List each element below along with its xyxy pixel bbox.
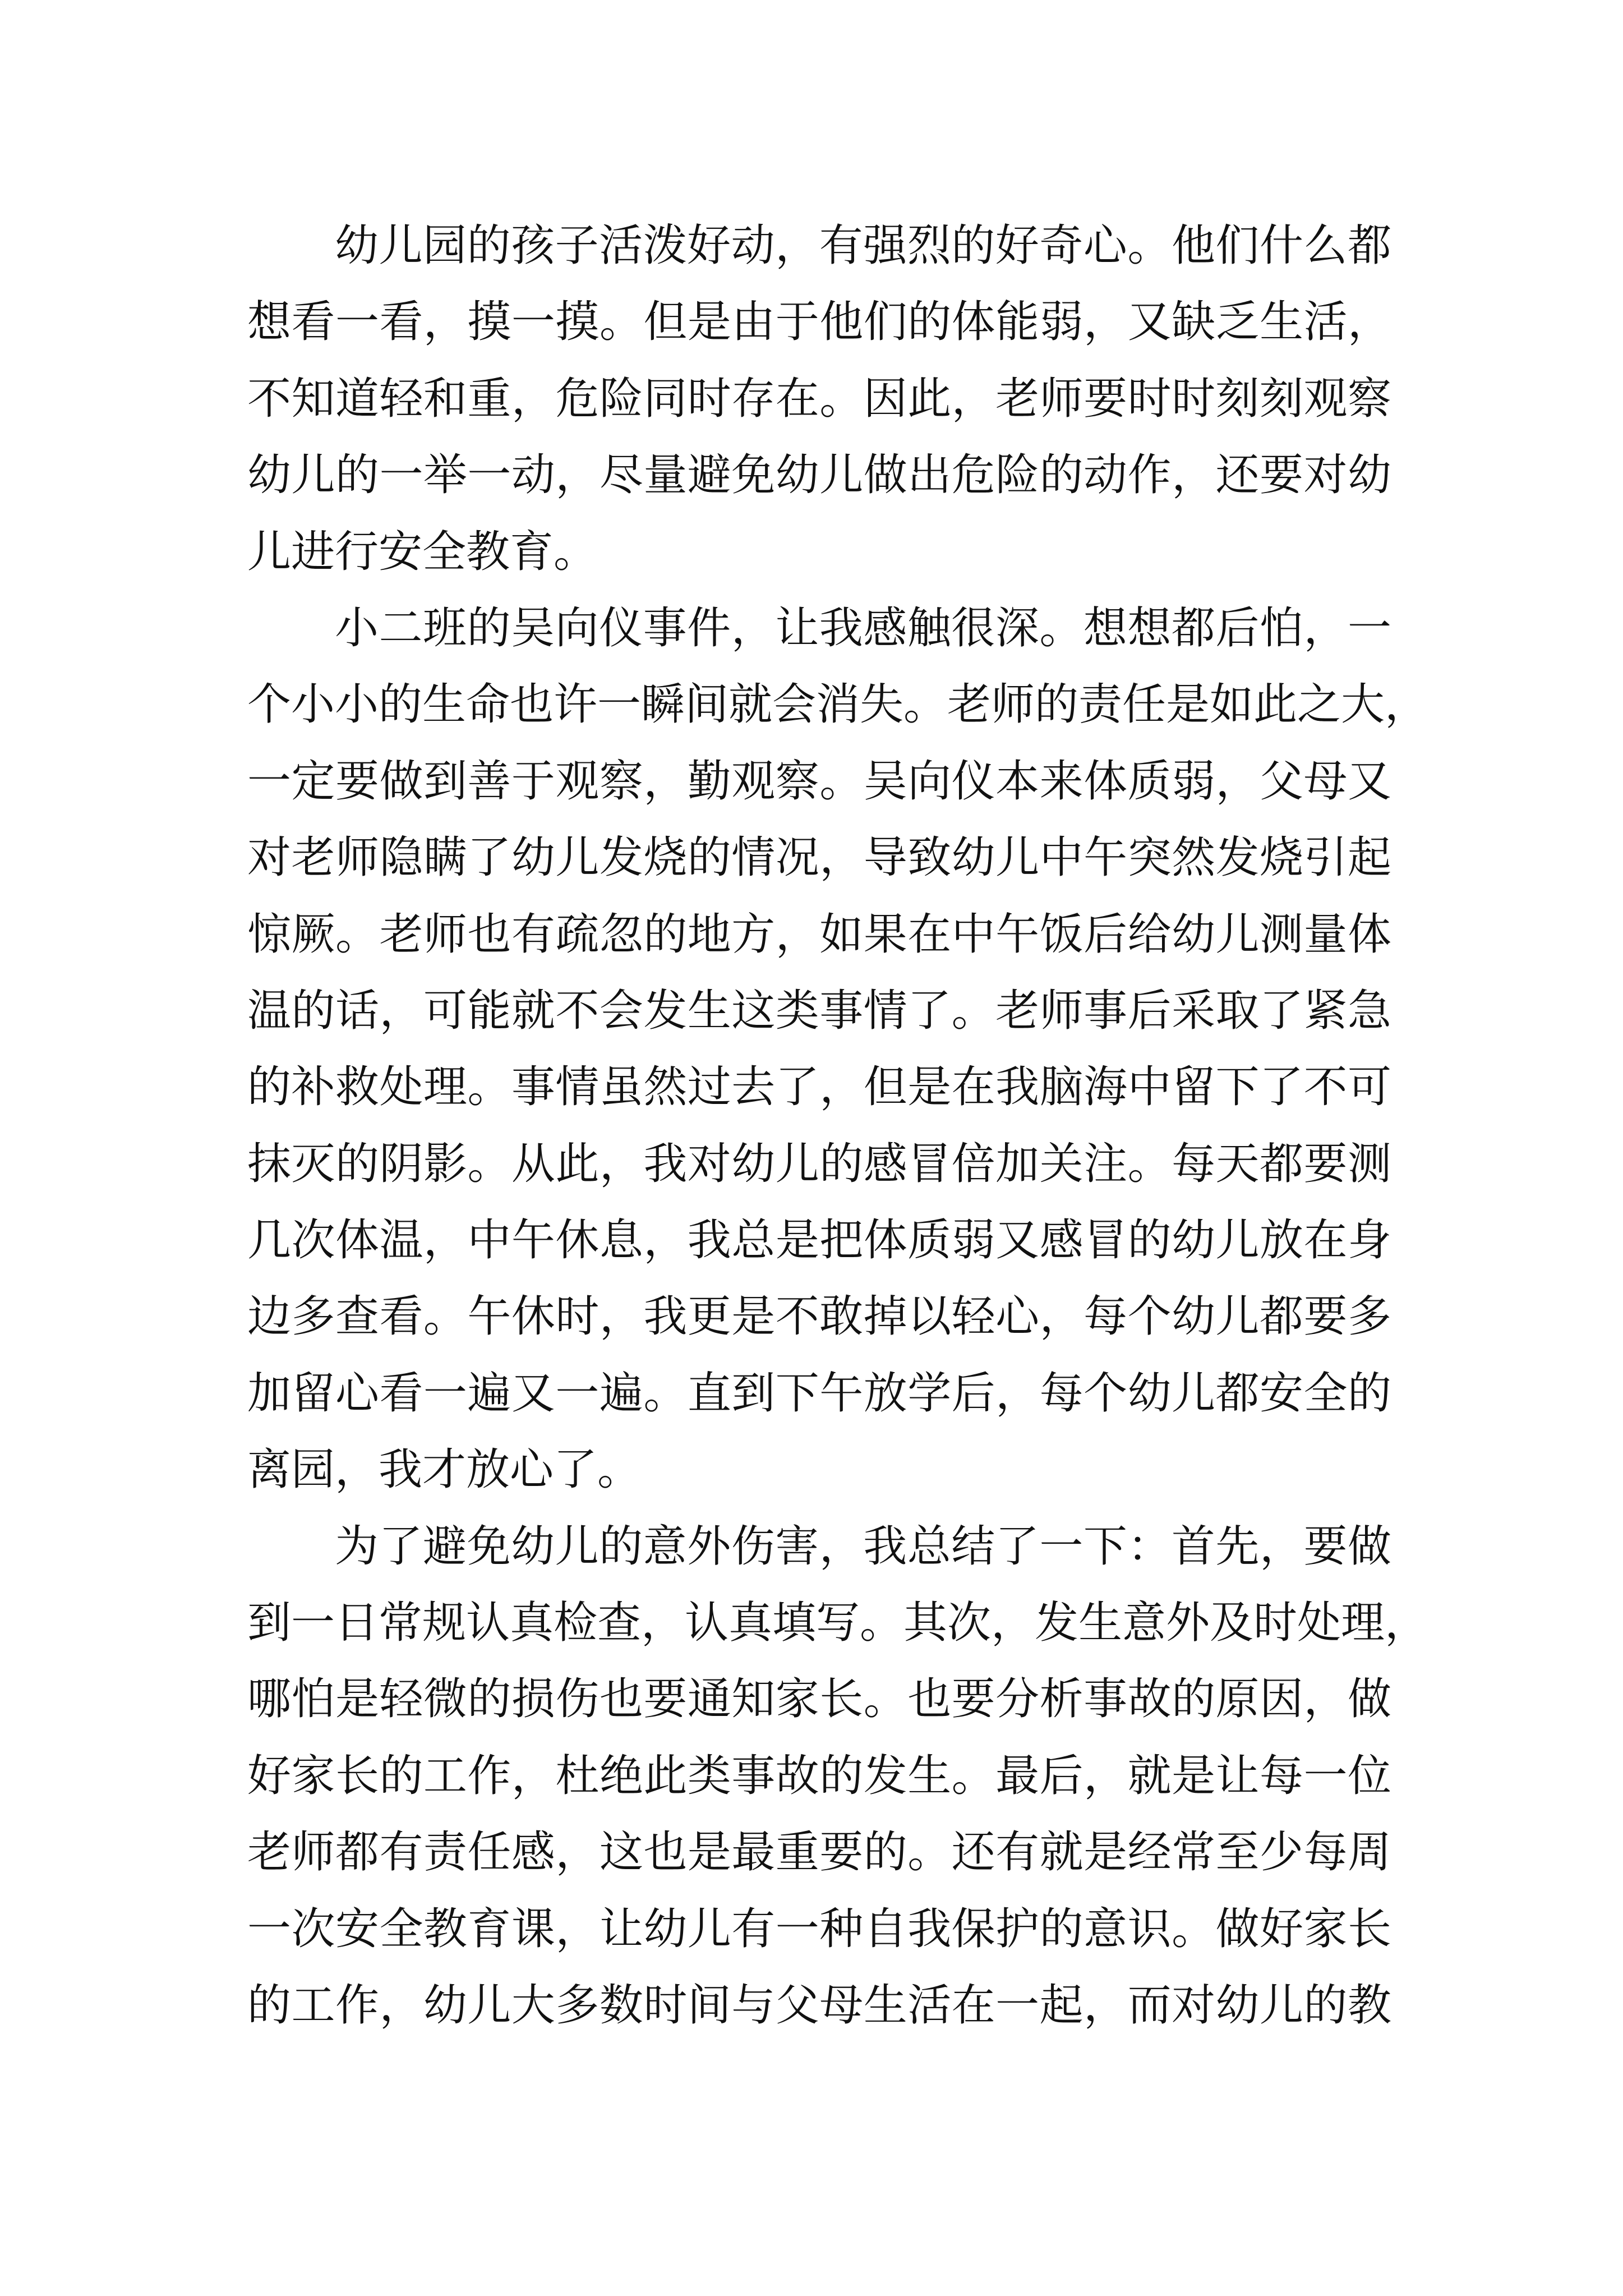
paragraph-3-line-7: 的工作，幼儿大多数时间与父母生活在一起，而对幼儿的教 [247, 1980, 1391, 2031]
paragraph-2-line-1: 小二班的吴向仪事件，让我感触很深。想想都后怕，一 [335, 602, 1391, 654]
paragraph-3-line-6: 一次安全教育课，让幼儿有一种自我保护的意识。做好家长 [247, 1903, 1391, 1954]
paragraph-1-line-4: 幼儿的一举一动，尽量避免幼儿做出危险的动作，还要对幼 [247, 450, 1391, 501]
paragraph-2-line-8: 抹灭的阴影。从此，我对幼儿的感冒倍加关注。每天都要测 [247, 1138, 1391, 1189]
paragraph-3-line-5: 老师都有责任感，这也是最重要的。还有就是经常至少每周 [247, 1827, 1391, 1878]
paragraph-2-line-3: 一定要做到善于观察，勤观察。吴向仪本来体质弱，父母又 [247, 756, 1391, 807]
paragraph-3-line-1: 为了避免幼儿的意外伤害，我总结了一下：首先，要做 [335, 1521, 1391, 1572]
paragraph-2-line-10: 边多查看。午休时，我更是不敢掉以轻心，每个幼儿都要多 [247, 1291, 1391, 1342]
paragraph-3-line-3: 哪怕是轻微的损伤也要通知家长。也要分析事故的原因，做 [247, 1674, 1391, 1725]
paragraph-1-line-1: 幼儿园的孩子活泼好动，有强烈的好奇心。他们什么都 [335, 220, 1391, 271]
paragraph-1-line-2: 想看一看，摸一摸。但是由于他们的体能弱，又缺乏生活， [247, 297, 1391, 348]
paragraph-2-line-6: 温的话，可能就不会发生这类事情了。老师事后采取了紧急 [247, 985, 1391, 1036]
paragraph-3-line-2: 到一日常规认真检查，认真填写。其次，发生意外及时处理， [247, 1598, 1429, 1649]
paragraph-2-line-4: 对老师隐瞒了幼儿发烧的情况，导致幼儿中午突然发烧引起 [247, 832, 1391, 884]
paragraph-3-line-4: 好家长的工作，杜绝此类事故的发生。最后，就是让每一位 [247, 1750, 1391, 1801]
paragraph-2-line-2: 个小小的生命也许一瞬间就会消失。老师的责任是如此之大， [247, 679, 1429, 730]
document-body [247, 208, 1429, 2044]
paragraph-1-line-5: 儿进行安全教育。 [247, 526, 598, 577]
paragraph-2-line-12: 离园，我才放心了。 [247, 1444, 642, 1496]
paragraph-2-line-7: 的补救处理。事情虽然过去了，但是在我脑海中留下了不可 [247, 1062, 1391, 1113]
paragraph-2-line-11: 加留心看一遍又一遍。直到下午放学后，每个幼儿都安全的 [247, 1368, 1391, 1419]
paragraph-2-line-9: 几次体温，中午休息，我总是把体质弱又感冒的幼儿放在身 [247, 1215, 1391, 1266]
paragraph-1-line-3: 不知道轻和重，危险同时存在。因此，老师要时时刻刻观察 [247, 373, 1391, 424]
paragraph-2-line-5: 惊厥。老师也有疏忽的地方，如果在中午饭后给幼儿测量体 [247, 909, 1391, 960]
